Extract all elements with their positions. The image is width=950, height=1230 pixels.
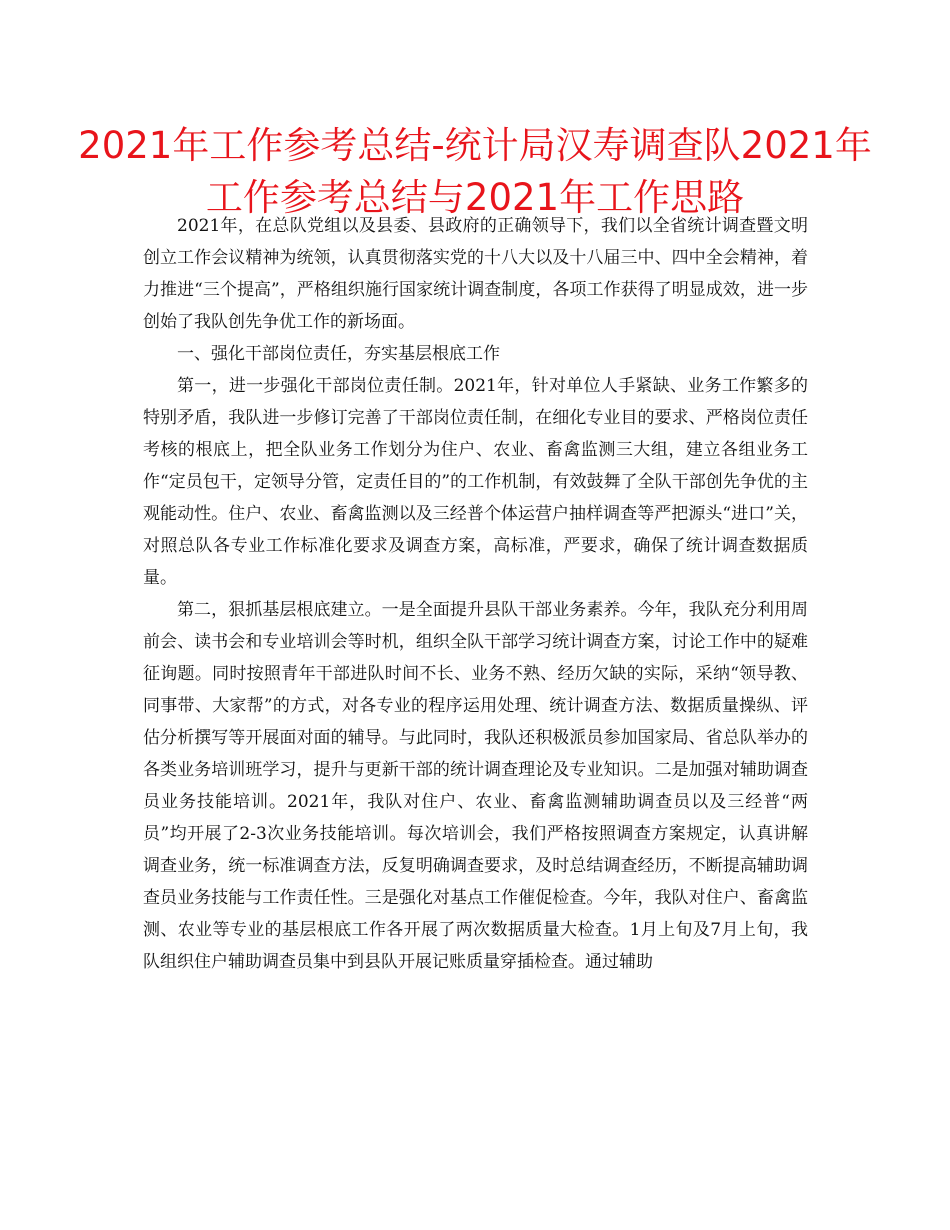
paragraph-second: 第二，狠抓基层根底建立。一是全面提升县队干部业务素养。今年，我队充分利用周前会、读书会和专业培训会等时机，组织全队干部学习统计调查方案，讨论工作中的疑难征询题。同时按照青年干部进队时间不长、业务不熟、经历欠缺的实际，采纳“领导教、同事带、大家帮”的方式，对各专业的程序运用处理、统计调查方法、数据质量操纵、评估分析撰写等开展面对面的辅导。与此同时，我队还积极派员参加国家局、省总队举办的各类业务培训班学习，提升与更新干部的统计调查理论及专业知识。二是加强对辅助调查员业务技能培训。2021年，我队对住户、农业、畜禽监测辅助调查员以及三经普“两员”均开展了2-3次业务技能培训。每次培训会，我们严格按照调查方案规定，认真讲解调查业务，统一标准调查方法，反复明确调查要求，及时总结调查经历，不断提高辅助调查员业务技能与工作责任性。三是强化对基点工作催促检查。今年，我队对住户、畜禽监测、农业等专业的基层根底工作各开展了两次数据质量大检查。1月上旬及7月上旬，我队组织住户辅助调查员集中到县队开展记账质量穿插检查。通过辅助 [143, 600, 808, 972]
paragraph-first: 第一，进一步强化干部岗位责任制。2021年，针对单位人手紧缺、业务工作繁多的特别矛盾，我队进一步修订完善了干部岗位责任制，在细化专业目的要求、严格岗位责任考核的根底上，把全队业务工作划分为住户、农业、畜禽监测三大组，建立各组业务工作“定员包干，定领导分管，定责任目的”的工作机制，有效鼓舞了全队干部创先争优的主观能动性。住户、农业、畜禽监测以及三经普个体运营户抽样调查等严把源头“进口”关，对照总队各专业工作标准化要求及调查方案，高标准，严要求，确保了统计调查数据质量。 [143, 376, 808, 588]
section-heading-1: 一、强化干部岗位责任，夯实基层根底工作 [177, 344, 500, 364]
document-body [143, 210, 808, 978]
document-title: 2021年工作参考总结-统计局汉寿调查队2021年工作参考总结与2021年工作思路 [78, 124, 872, 219]
paragraph-intro: 2021年，在总队党组以及县委、县政府的正确领导下，我们以全省统计调查暨文明创立工作会议精神为统领，认真贯彻落实党的十八大以及十八届三中、四中全会精神，着力推进“三个提高”，严格组织施行国家统计调查制度，各项工作获得了明显成效，进一步创始了我队创先争优工作的新场面。 [143, 216, 808, 332]
